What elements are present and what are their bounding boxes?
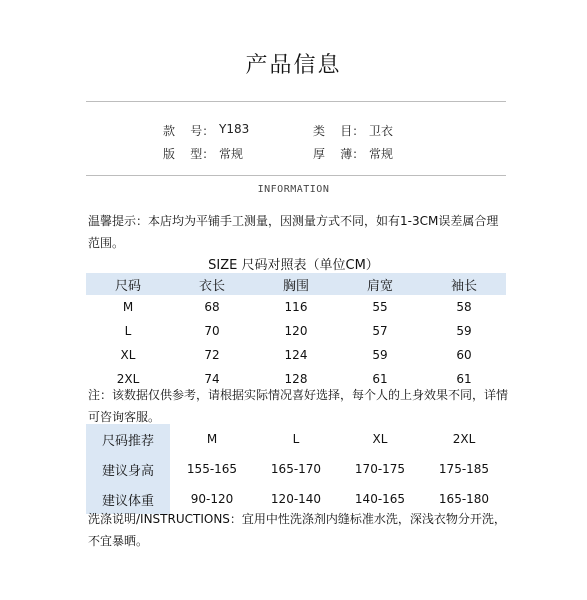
table-row <box>86 343 506 367</box>
table-cell: 61 <box>372 372 388 386</box>
table-cell: 68 <box>204 300 220 314</box>
table-cell: 60 <box>456 348 472 362</box>
table-cell: 120 <box>284 324 308 338</box>
table-cell: 116 <box>284 300 308 314</box>
category-label: 类 目： <box>313 124 365 138</box>
measurement-tip: 温馨提示：本店均为平铺手工测量，因测量方式不同，如有1-3CM误差属合理范围。 <box>88 214 499 250</box>
table-cell: 128 <box>284 372 308 386</box>
table-row <box>86 319 506 343</box>
middle-divider <box>86 175 506 176</box>
table-cell: XL <box>120 348 136 362</box>
table-cell: 74 <box>204 372 220 386</box>
table-row <box>86 424 506 454</box>
section-label: INFORMATION <box>257 184 330 195</box>
table-cell: 165-170 <box>270 462 322 476</box>
fit-label: 版 型： <box>163 147 215 161</box>
table-cell: 120-140 <box>270 492 322 506</box>
size-table-header <box>86 273 506 295</box>
table-cell: 55 <box>372 300 388 314</box>
row-label: 建议身高 <box>86 454 170 484</box>
reference-note: 注：该数据仅供参考，请根据实际情况喜好选择，每个人的上身效果不同，详情可咨询客服。 <box>88 388 509 424</box>
row-label: 尺码推荐 <box>86 424 170 454</box>
size-table-title: SIZE 尺码对照表（单位CM） <box>208 258 379 273</box>
style-no-value: Y183 <box>219 122 250 136</box>
top-divider <box>86 101 506 102</box>
table-row <box>86 454 506 484</box>
table-cell: 59 <box>456 324 472 338</box>
wash-instructions: 洗涤说明/INSTRUCTIONS：宜用中性洗涤剂内缝标准水洗，深浅衣物分开洗，不宜暴晒。 <box>88 512 506 548</box>
table-cell: L <box>292 432 300 446</box>
table-row <box>86 295 506 319</box>
table-cell: M <box>122 300 134 314</box>
table-cell: 70 <box>204 324 220 338</box>
table-cell: 72 <box>204 348 220 362</box>
category-value: 卫衣 <box>369 124 394 138</box>
table-cell: 57 <box>372 324 388 338</box>
fit-value: 常规 <box>219 147 244 161</box>
table-cell: 140-165 <box>354 492 406 506</box>
table-cell: 124 <box>284 348 308 362</box>
thickness-value: 常规 <box>369 147 394 161</box>
thickness-label: 厚 薄： <box>313 147 365 161</box>
table-cell: 175-185 <box>438 462 490 476</box>
table-cell: 165-180 <box>438 492 490 506</box>
page-title: 产品信息 <box>245 53 342 78</box>
header-cell: 袖长 <box>450 278 477 294</box>
header-cell: 尺码 <box>114 278 141 294</box>
table-cell: 90-120 <box>190 492 234 506</box>
table-cell: 170-175 <box>354 462 406 476</box>
table-cell: 58 <box>456 300 472 314</box>
header-cell: 胸围 <box>282 278 309 294</box>
size-table <box>86 273 506 391</box>
table-cell: M <box>206 432 218 446</box>
header-cell: 肩宽 <box>366 278 393 294</box>
style-no-label: 款 号： <box>163 124 215 138</box>
row-label: 建议体重 <box>86 484 170 514</box>
table-cell: 2XL <box>116 372 140 386</box>
table-cell: L <box>124 324 132 338</box>
table-cell: 59 <box>372 348 388 362</box>
table-cell: 61 <box>456 372 472 386</box>
header-cell: 衣长 <box>198 278 225 294</box>
table-cell: 155-165 <box>186 462 238 476</box>
recommendation-table <box>86 424 506 514</box>
table-cell: 2XL <box>452 432 476 446</box>
table-cell: XL <box>372 432 388 446</box>
